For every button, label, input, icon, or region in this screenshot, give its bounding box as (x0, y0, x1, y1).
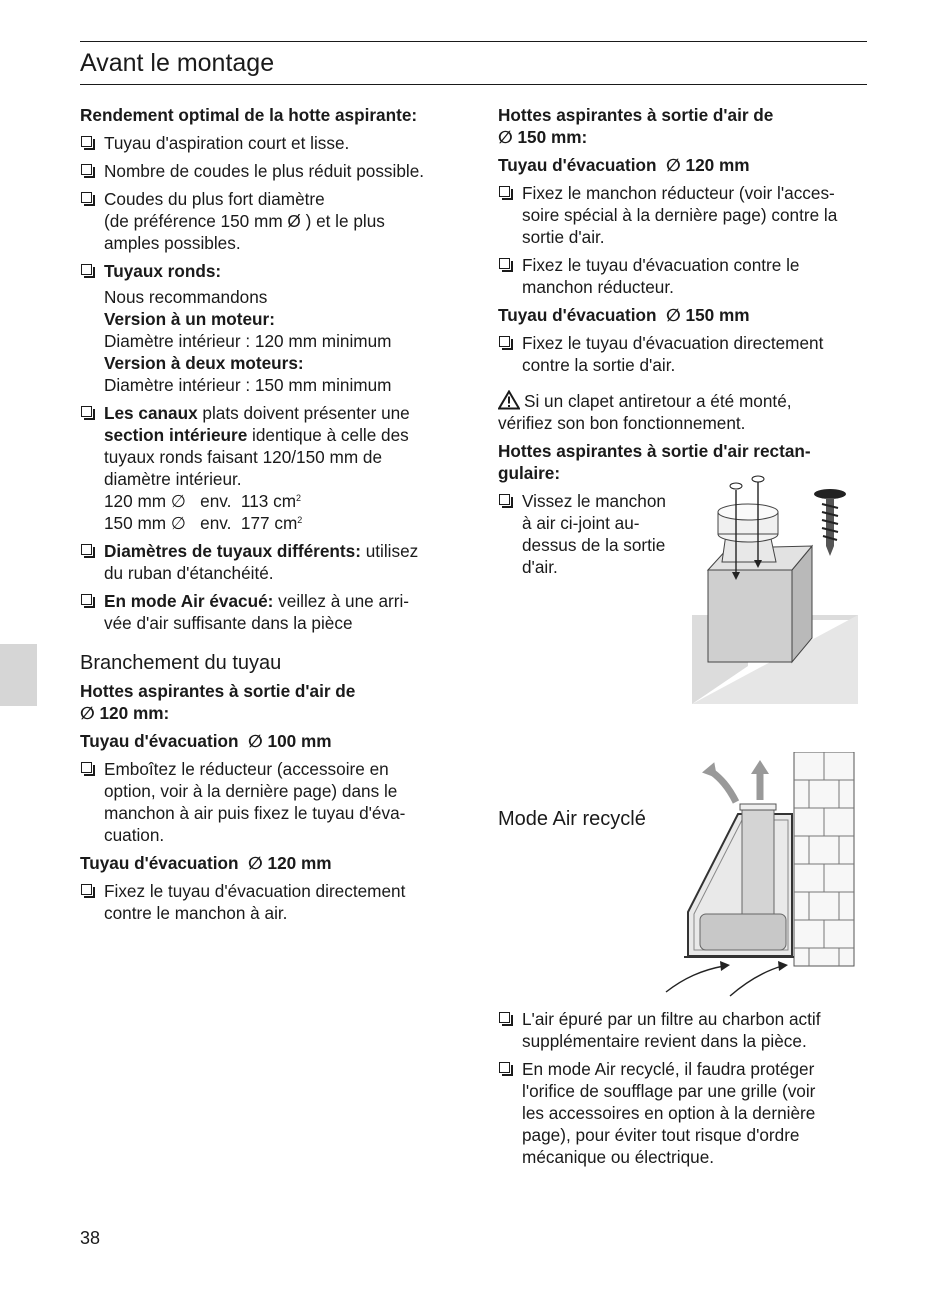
list-item: Les canaux plats doivent présenter une section intérieure identique à celle des tuyaux ronds faisant 120/150 mm de diamètre intérieur. 120 mm ∅ env. 113 $cm^2$ 150 mm ∅ env. 177 $cm^2$ (80, 402, 450, 534)
list-item: Fixez le tuyau d'évacuation contre le manchon réducteur. (498, 254, 870, 298)
title-rule (80, 84, 867, 85)
checkbox-bullet-icon (499, 1012, 510, 1023)
subsection-heading: Hottes aspirantes à sortie d'air de ∅ 120 mm: (80, 681, 356, 723)
list-item: Diamètres de tuyaux différents: utilisez du ruban d'étanchéité. (80, 540, 450, 584)
round-pipe-details: Nous recommandons Version à un moteur: Diamètre intérieur : 120 mm minimum Version à deux moteurs: Diamètre intérieur : 150 mm minimum (104, 287, 392, 395)
checkbox-bullet-icon (499, 1062, 510, 1073)
left-column (80, 104, 450, 930)
checkbox-bullet-icon (499, 494, 510, 505)
checkbox-bullet-icon (81, 762, 92, 773)
list-item: Coudes du plus fort diamètre (de préférence 150 mm Ø ) et le plus amples possibles. (80, 188, 450, 254)
subsection-heading: Hottes aspirantes à sortie d'air de ∅ 150 mm: (498, 105, 774, 147)
checkbox-bullet-icon (499, 336, 510, 347)
list-item: Nombre de coudes le plus réduit possible. (80, 160, 450, 182)
page-number: 38 (80, 1228, 101, 1248)
pipe-heading: Tuyau d'évacuation ∅ 120 mm (80, 853, 332, 873)
intro-heading: Rendement optimal de la hotte aspirante: (80, 105, 418, 125)
recirculation-list (498, 1008, 870, 1174)
checkbox-bullet-icon (81, 164, 92, 175)
section-heading: Branchement du tuyau (80, 652, 282, 674)
checkbox-bullet-icon (81, 264, 92, 275)
top-rule (80, 41, 867, 42)
list-item: Tuyaux ronds: (80, 260, 450, 282)
pipe-heading: Tuyau d'évacuation ∅ 150 mm (498, 305, 750, 325)
recirculation-mode-figure (664, 752, 856, 998)
checkbox-bullet-icon (81, 594, 92, 605)
list-item: En mode Air recyclé, il faudra protéger l'orifice de soufflage par une grille (voir les accessoires en option à la dernière page), pour éviter tout risque d'ordre mécanique ou électrique. (498, 1058, 870, 1168)
list-item: Vissez le manchon à air ci-joint au- dessus de la sortie d'air. (498, 490, 870, 578)
chapter-tab-marker (0, 644, 37, 706)
recirculation-mode-heading: Mode Air recyclé (498, 808, 646, 830)
checkbox-bullet-icon (81, 192, 92, 203)
checkbox-bullet-icon (499, 186, 510, 197)
warning-note: Si un clapet antiretour a été monté, vérifiez son bon fonctionnement. (498, 391, 792, 433)
checkbox-bullet-icon (81, 544, 92, 555)
rectangular-outlet-figure (686, 470, 872, 708)
list-item: Emboîtez le réducteur (accessoire en option, voir à la dernière page) dans le manchon à air puis fixez le tuyau d'éva- cuation. (80, 758, 450, 846)
checkbox-bullet-icon (81, 406, 92, 417)
list-item: Fixez le manchon réducteur (voir l'acces- soire spécial à la dernière page) contre la sortie d'air. (498, 182, 870, 248)
list-item: L'air épuré par un filtre au charbon actif supplémentaire revient dans la pièce. (498, 1008, 870, 1052)
list-item: Tuyau d'aspiration court et lisse. (80, 132, 450, 154)
pipe-heading: Tuyau d'évacuation ∅ 100 mm (80, 731, 332, 751)
pipe-heading: Tuyau d'évacuation ∅ 120 mm (498, 155, 750, 175)
list-item: Fixez le tuyau d'évacuation directement contre la sortie d'air. (498, 332, 870, 376)
checkbox-bullet-icon (81, 136, 92, 147)
warning-triangle-icon (498, 390, 520, 410)
checkbox-bullet-icon (81, 884, 92, 895)
list-item: Fixez le tuyau d'évacuation directement contre le manchon à air. (80, 880, 450, 924)
page-title: Avant le montage (80, 49, 275, 77)
subsection-heading: Hottes aspirantes à sortie d'air rectan- gulaire: (498, 441, 811, 483)
checkbox-bullet-icon (499, 258, 510, 269)
list-item: En mode Air évacué: veillez à une arri- vée d'air suffisante dans la pièce (80, 590, 450, 634)
